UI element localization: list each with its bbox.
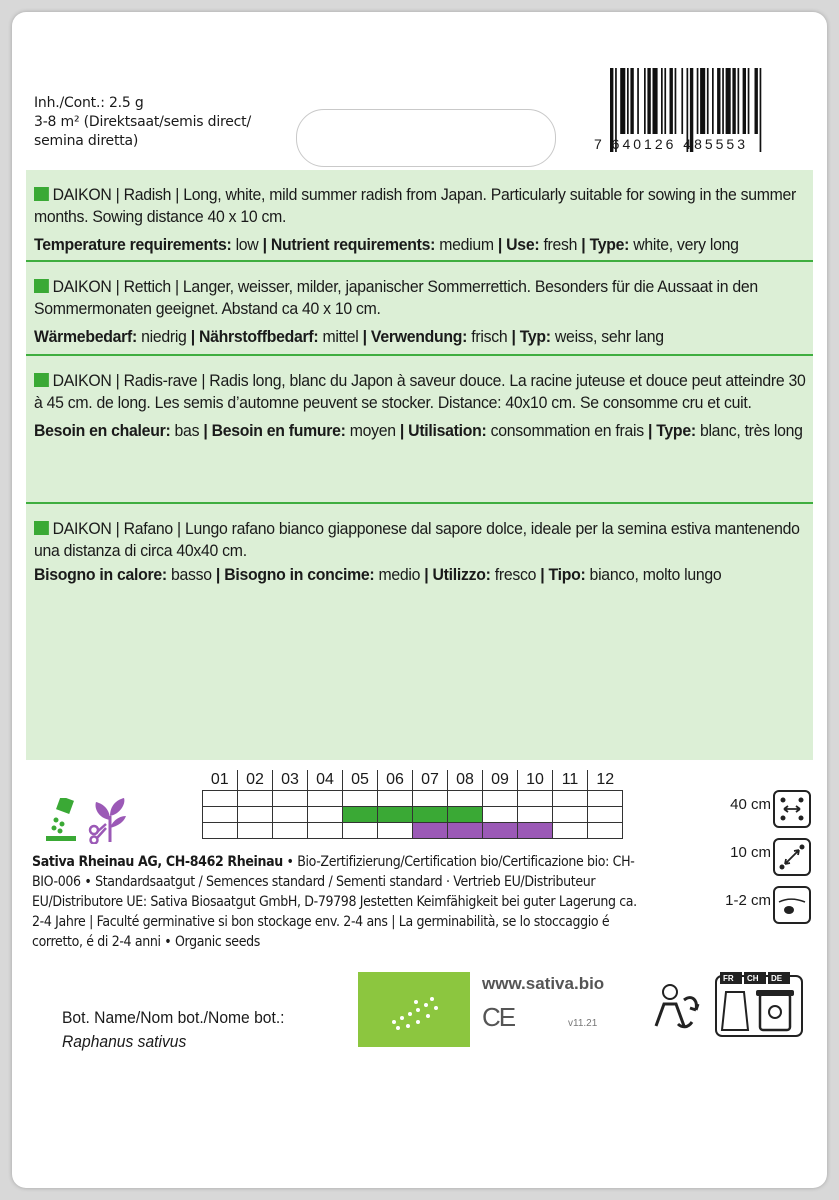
calendar-cell <box>413 791 448 807</box>
row-distance: 40 cm <box>705 790 815 826</box>
calendar-month-label: 09 <box>483 770 518 791</box>
harvest-cell <box>203 823 238 839</box>
seed-packet-back <box>12 12 827 1188</box>
calendar-cell <box>553 791 588 807</box>
barcode-bar <box>647 68 650 134</box>
green-square-icon <box>34 373 49 387</box>
barcode-bar <box>707 68 709 134</box>
barcode-bar <box>722 68 724 134</box>
plant-distance: 10 cm <box>705 838 815 874</box>
calendar-month-label: 06 <box>378 770 413 791</box>
calendar-month-label: 03 <box>273 770 308 791</box>
harvest-cell <box>518 823 553 839</box>
sowing-cell <box>448 807 483 823</box>
harvest-cell <box>238 823 273 839</box>
botanical-name: Bot. Name/Nom bot./Nome bot.: Raphanus sativus <box>62 1008 285 1051</box>
sowing-depth: 1-2 cm <box>705 886 815 922</box>
barcode-bar <box>627 68 629 134</box>
recycle-code-de: DE <box>771 974 783 983</box>
barcode-bar <box>661 68 663 134</box>
harvest-cell <box>483 823 518 839</box>
section-italian: DAIKON | Rafano | Lungo rafano bianco giapponese dal sapore dolce, ideale per la semina estiva mantenendo una distanza di circa 40x40 cm. Bisogno in calore: basso | Bisogno in concime: medio | Utilizzo: fresco | Tipo: bianco, molto lungo <box>34 519 800 584</box>
sowing-cell <box>413 807 448 823</box>
barcode-bar <box>738 68 740 134</box>
triman-icon <box>656 985 698 1027</box>
sowing-depth-icon <box>773 886 811 924</box>
section-german: DAIKON | Rettich | Langer, weisser, milder, japanischer Sommerrettich. Besonders für die Aussaat in den Sommermonaten geeignet. Abstand ca 40 x 10 cm. Wärmebedarf: niedrig | Nährstoffbedarf: mittel | Verwendung: frisch | Typ: weiss, sehr lang <box>26 262 813 356</box>
ce-mark: CE <box>482 1002 515 1032</box>
green-square-icon <box>34 521 49 535</box>
calendar-month-label: 04 <box>308 770 343 791</box>
calendar-cell <box>483 791 518 807</box>
calendar-cell <box>518 791 553 807</box>
website-link[interactable]: www.sativa.bio <box>482 974 605 993</box>
calendar-cell <box>238 791 273 807</box>
barcode-bar <box>697 68 699 134</box>
harvest-cell <box>413 823 448 839</box>
recycling-icons <box>648 970 808 1040</box>
harvest-cell <box>553 823 588 839</box>
harvest-cell <box>448 823 483 839</box>
hanging-slot <box>296 109 556 167</box>
sowing-harvest-calendar <box>202 770 623 839</box>
contents-info: Inh./Cont.: 2.5 g 3-8 m² (Direktsaat/semis direct/ semina diretta) <box>34 95 251 149</box>
eu-organic-logo <box>358 972 470 1047</box>
sowing-cell <box>483 807 518 823</box>
calendar-cell <box>203 791 238 807</box>
barcode-bar <box>700 68 705 134</box>
barcode-bar <box>681 68 683 134</box>
sowing-cell <box>588 807 623 823</box>
calendar-month-label: 08 <box>448 770 483 791</box>
harvest-icon <box>84 794 136 844</box>
barcode-bar <box>755 68 758 134</box>
barcode-bar <box>630 68 633 134</box>
sowing-cell <box>238 807 273 823</box>
harvest-cell <box>343 823 378 839</box>
barcode-bar <box>620 68 625 134</box>
description-panel <box>26 170 813 760</box>
calendar-cell <box>448 791 483 807</box>
barcode-number: 7 640126 485553 <box>594 136 748 152</box>
barcode-bar <box>653 68 658 134</box>
green-square-icon <box>34 187 49 201</box>
sowing-cell <box>273 807 308 823</box>
barcode-bar <box>670 68 673 134</box>
harvest-cell <box>273 823 308 839</box>
section-french: DAIKON | Radis-rave | Radis long, blanc du Japon à saveur douce. La racine juteuse et douce peut atteindre 30 à 45 cm. de long. Les semis d’automne peuvent se stocker. Distance: 40x10 cm. Se consomme cru et cuit. Besoin en chaleur: bas | Besoin en fumure: moyen | Utilisation: consommation en frais | Type: blanc, très long <box>26 356 813 504</box>
harvest-cell <box>378 823 413 839</box>
sowing-cell <box>343 807 378 823</box>
sowing-cell <box>518 807 553 823</box>
barcode-bar <box>760 68 762 152</box>
recycle-code-ch: CH <box>747 974 759 983</box>
green-square-icon <box>34 279 49 293</box>
plant-distance-icon <box>773 838 811 876</box>
calendar-month-label: 12 <box>588 770 623 791</box>
calendar-cell <box>378 791 413 807</box>
recycle-code-fr: FR <box>723 974 734 983</box>
harvest-cell <box>308 823 343 839</box>
calendar-month-label: 10 <box>518 770 553 791</box>
calendar-cell <box>308 791 343 807</box>
barcode-bar <box>712 68 714 134</box>
sowing-cell <box>203 807 238 823</box>
calendar-month-label: 05 <box>343 770 378 791</box>
barcode-bar <box>732 68 735 134</box>
barcode-bar <box>644 68 646 134</box>
barcode-bar <box>637 68 639 134</box>
barcode-bar <box>717 68 720 134</box>
barcode-bar <box>726 68 731 134</box>
calendar-cell <box>588 791 623 807</box>
company-info: Sativa Rheinau AG, CH-8462 Rheinau • Bio-Zertifizierung/Certification bio/Certificazione bio: CH-BIO-006 • Standardsaatgut / Semences standard / Sementi standard · Vertrieb EU/Distributeur EU/Distributore UE: Sativa Biosaatgut GmbH, D-79798 Jestetten Keimfähigkeit bei guter Lagerung ca. 2-4 Jahre | Faculté germinative si bon stockage env. 2-4 ans | La germinabilità, se lo stoccaggio é corretto, é di 2-4 anni • Organic seeds <box>32 854 637 950</box>
barcode-bar <box>743 68 746 134</box>
calendar-month-label: 07 <box>413 770 448 791</box>
sowing-cell <box>553 807 588 823</box>
calendar-cell <box>273 791 308 807</box>
harvest-cell <box>588 823 623 839</box>
calendar-month-label: 02 <box>238 770 273 791</box>
sowing-cell <box>378 807 413 823</box>
barcode-bar <box>748 68 750 134</box>
row-distance-icon <box>773 790 811 828</box>
paper-bag-icon <box>716 972 802 1036</box>
version-label: v11.21 <box>568 1018 598 1029</box>
sowing-cell <box>308 807 343 823</box>
calendar-cell <box>343 791 378 807</box>
calendar-month-label: 01 <box>210 771 229 788</box>
barcode-bar <box>675 68 677 134</box>
sowing-icon <box>42 798 82 844</box>
calendar-month-label: 11 <box>553 770 588 791</box>
section-english: DAIKON | Radish | Long, white, mild summer radish from Japan. Particularly suitable for sowing in the summer months. Sowing distance 40 x 10 cm. Temperature requirements: low | Nutrient requirements: medium | Use: fresh | Type: white, very long <box>26 170 813 262</box>
barcode-bar <box>664 68 666 134</box>
